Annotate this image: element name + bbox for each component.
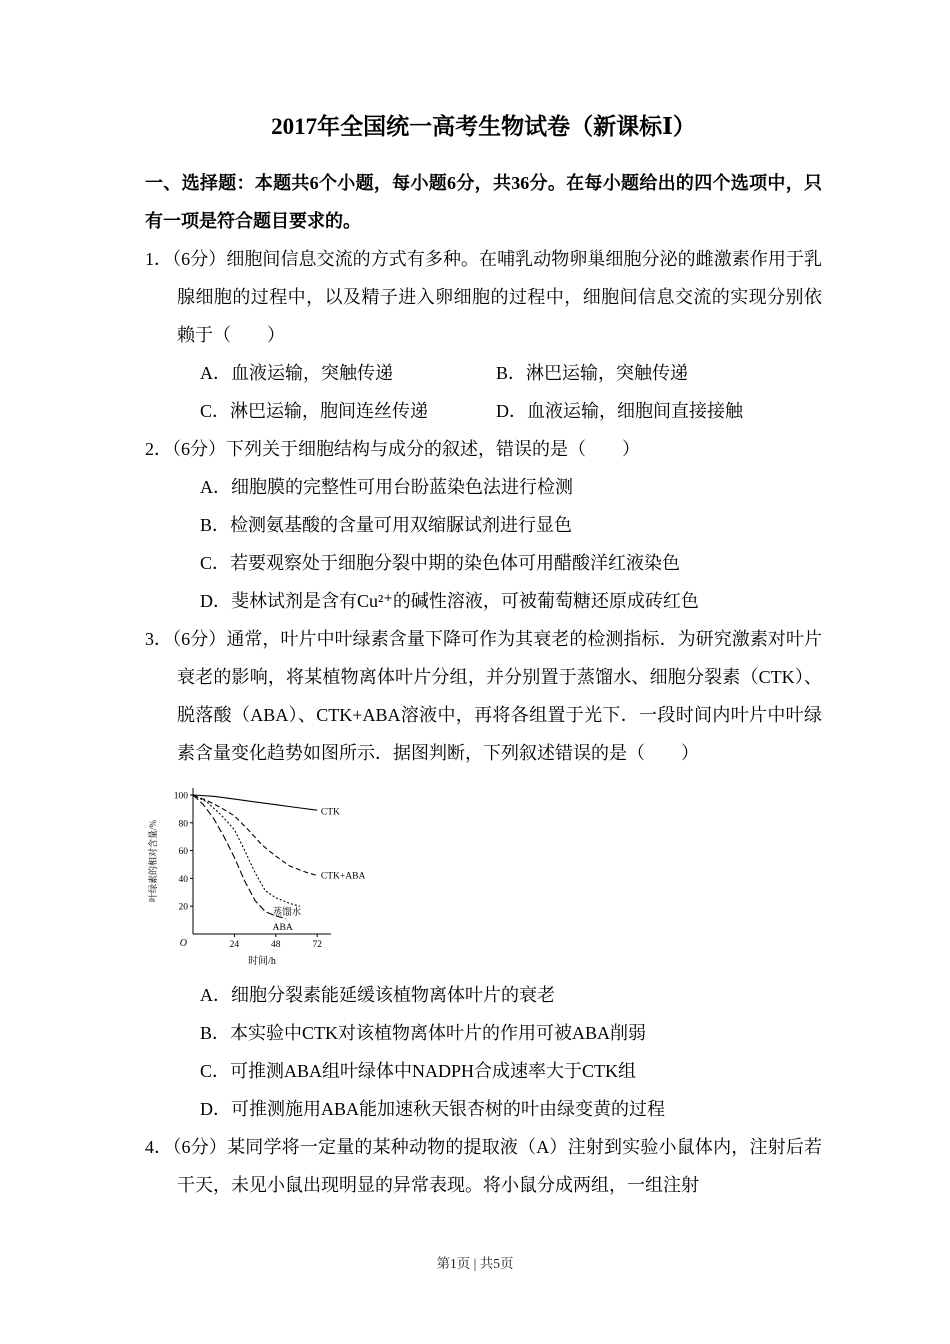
svg-text:ABA: ABA bbox=[272, 922, 293, 933]
question-3-number: 3． bbox=[145, 628, 173, 649]
question-1-number: 1． bbox=[145, 248, 173, 269]
question-1-option-d: D．血液运输，细胞间直接接触 bbox=[496, 400, 743, 421]
svg-text:40: 40 bbox=[178, 874, 188, 885]
chlorophyll-chart bbox=[145, 778, 822, 970]
svg-text:48: 48 bbox=[271, 939, 281, 950]
question-4-text bbox=[145, 1128, 822, 1204]
question-1-options bbox=[200, 354, 822, 430]
question-1-option-c: C．淋巴运输，胞间连丝传递 bbox=[200, 400, 429, 421]
question-1-option-a: A．血液运输，突触传递 bbox=[200, 362, 393, 383]
question-3-options bbox=[200, 976, 822, 1128]
question-2-option-a: A．细胞膜的完整性可用台盼蓝染色法进行检测 bbox=[200, 476, 573, 497]
question-3-option-a: A．细胞分裂素能延缓该植物离体叶片的衰老 bbox=[200, 984, 555, 1005]
page-title: 2017年全国统一高考生物试卷（新课标Ⅰ） bbox=[271, 114, 696, 139]
svg-text:蒸馏水: 蒸馏水 bbox=[272, 907, 302, 918]
page-footer bbox=[0, 1252, 950, 1272]
question-3 bbox=[145, 620, 822, 1128]
question-4-number: 4． bbox=[145, 1136, 173, 1157]
question-3-option-b: B．本实验中CTK对该植物离体叶片的作用可被ABA削弱 bbox=[200, 1022, 647, 1043]
svg-text:CTK+ABA: CTK+ABA bbox=[320, 871, 366, 882]
question-3-body: （6分）通常，叶片中叶绿素含量下降可作为其衰老的检测指标．为研究激素对叶片衰老的影响，将某植物离体叶片分组，并分别置于蒸馏水、细胞分裂素（CTK）、脱落酸（ABA）、CTK+ABA溶液中，再将各组置于光下．一段时间内叶片中叶绿素含量变化趋势如图所示．据图判断，下列叙述错误的是（ ） bbox=[172, 628, 823, 763]
section-heading: 一、选择题：本题共6个小题，每小题6分，共36分。在每小题给出的四个选项中，只有一项是符合题目要求的。 bbox=[145, 172, 822, 231]
question-2-body: （6分）下列关于细胞结构与成分的叙述，错误的是（ ） bbox=[172, 438, 640, 459]
svg-text:CTK: CTK bbox=[320, 807, 340, 818]
svg-text:80: 80 bbox=[178, 819, 188, 830]
question-2-text bbox=[145, 430, 822, 468]
svg-text:O: O bbox=[179, 937, 187, 949]
svg-text:24: 24 bbox=[229, 939, 240, 950]
question-2-option-b: B．检测氨基酸的含量可用双缩脲试剂进行显色 bbox=[200, 514, 573, 535]
svg-text:叶绿素的相对含量/%: 叶绿素的相对含量/% bbox=[148, 819, 158, 902]
question-2-number: 2． bbox=[145, 438, 172, 459]
svg-text:60: 60 bbox=[178, 846, 188, 857]
question-3-option-d: D．可推测施用ABA能加速秋天银杏树的叶由绿变黄的过程 bbox=[200, 1098, 666, 1119]
question-2-options bbox=[200, 468, 822, 620]
page-indicator: 第1页 | 共5页 bbox=[436, 1256, 514, 1271]
question-2 bbox=[145, 430, 822, 620]
question-1-text bbox=[145, 240, 822, 354]
svg-text:72: 72 bbox=[312, 939, 322, 950]
svg-text:时间/h: 时间/h bbox=[248, 955, 276, 967]
question-3-option-c: C．可推测ABA组叶绿体中NADPH合成速率大于CTK组 bbox=[200, 1060, 637, 1081]
svg-text:100: 100 bbox=[173, 791, 188, 802]
question-2-option-c: C．若要观察处于细胞分裂中期的染色体可用醋酸洋红液染色 bbox=[200, 552, 681, 573]
question-3-text bbox=[145, 620, 822, 772]
question-4 bbox=[145, 1128, 822, 1204]
question-2-option-d: D．斐林试剂是含有Cu²⁺的碱性溶液，可被葡萄糖还原成砖红色 bbox=[200, 590, 699, 611]
question-1 bbox=[145, 240, 822, 430]
question-1-body: （6分）细胞间信息交流的方式有多种。在哺乳动物卵巢细胞分泌的雌激素作用于乳腺细胞的过程中，以及精子进入卵细胞的过程中，细胞间信息交流的实现分别依赖于（ ） bbox=[172, 248, 823, 345]
svg-text:20: 20 bbox=[178, 902, 188, 913]
question-4-body: （6分）某同学将一定量的某种动物的提取液（A）注射到实验小鼠体内，注射后若干天，未见小鼠出现明显的异常表现。将小鼠分成两组，一组注射 bbox=[172, 1136, 823, 1195]
question-1-option-b: B．淋巴运输，突触传递 bbox=[496, 362, 689, 383]
